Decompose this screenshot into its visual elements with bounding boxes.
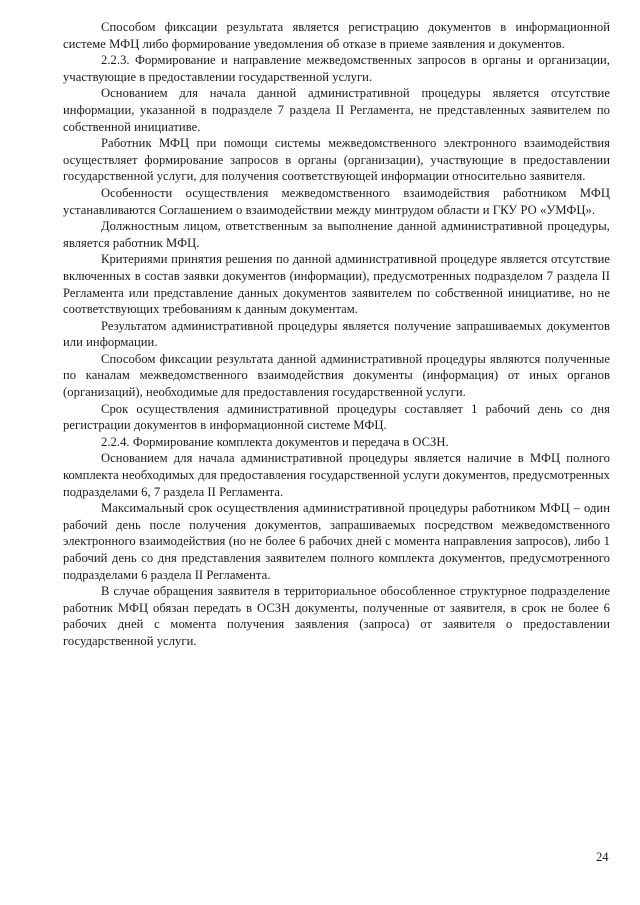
paragraph-basis-missing-information: Основанием для начала данной административной процедуры является отсутствие информации, указанной в подразделе 7 раздела II Регламента, не представленных заявителем по собственной инициативе. <box>63 86 610 134</box>
paragraph-decision-criteria: Критериями принятия решения по данной административной процедуре является отсутствие включенных в состав заявки документов (информации), предусмотренных подразделом 7 раздела II Регламента или представление данных документов заявителем по собственной инициативе, но не соответствующих требованиям к данным документам. <box>63 252 610 317</box>
page-number: 24 <box>596 850 609 864</box>
paragraph-interagency-requests: Работник МФЦ при помощи системы межведомственного электронного взаимодействия осуществляет формирование запросов в органы (организации), участвующие в предоставлении государственной услуги, для получения соответствующей информации относительно заявителя. <box>63 136 610 184</box>
paragraph-responsible-official: Должностным лицом, ответственным за выполнение данной административной процедуры, является работник МФЦ. <box>63 219 610 250</box>
paragraph-result-fixation-documents: Способом фиксации результата данной административной процедуры являются полученные по каналам межведомственного взаимодействия документы (информация) от иных органов (организаций), необходимые для предоставления государственной услуги. <box>63 351 610 400</box>
paragraph-basis-complete-set: Основанием для начала административной процедуры является наличие в МФЦ полного комплекта необходимых для предоставления государственной услуги документов, предусмотренных подразделами 6, 7 раздела II Регламента. <box>63 451 610 499</box>
section-heading-2-2-3: 2.2.3. Формирование и направление межведомственных запросов в органы и организации, участвующие в предоставлении государственной услуги. <box>63 53 610 84</box>
paragraph-result-fixation-registration: Способом фиксации результата является регистрацию документов в информационной системе МФЦ либо формирование уведомления об отказе в приеме заявления и документов. <box>63 20 610 51</box>
paragraph-territorial-subdivision: В случае обращения заявителя в территориальное обособленное структурное подразделение работник МФЦ обязан передать в ОСЗН документы, полученные от заявителя, в срок не более 6 рабочих дней с момента получения заявления (запроса) от заявителя о предоставлении государственной услуги. <box>63 584 610 648</box>
section-heading-2-2-4: 2.2.4. Формирование комплекта документов и передача в ОСЗН. <box>101 434 449 449</box>
paragraph-maximum-term: Максимальный срок осуществления административной процедуры работником МФЦ – один рабочий день после получения документов, запрашиваемых посредством межведомственного электронного взаимодействия (но не более 6 рабочих дней с момента направления запросов), либо 1 рабочий день со дня представления заявителем полного комплекта документов, предусмотренного подразделами 6 раздела II Регламента. <box>63 501 610 582</box>
document-page <box>63 19 610 650</box>
paragraph-interaction-agreement: Особенности осуществления межведомственного взаимодействия работником МФЦ устанавливаются Соглашением о взаимодействии между минтрудом области и ГКУ РО «УМФЦ». <box>63 185 610 217</box>
paragraph-procedure-result: Результатом административной процедуры является получение запрашиваемых документов или информации. <box>63 318 610 350</box>
paragraph-procedure-term: Срок осуществления административной процедуры составляет 1 рабочий день со дня регистрации документов в информационной системе МФЦ. <box>63 401 610 433</box>
